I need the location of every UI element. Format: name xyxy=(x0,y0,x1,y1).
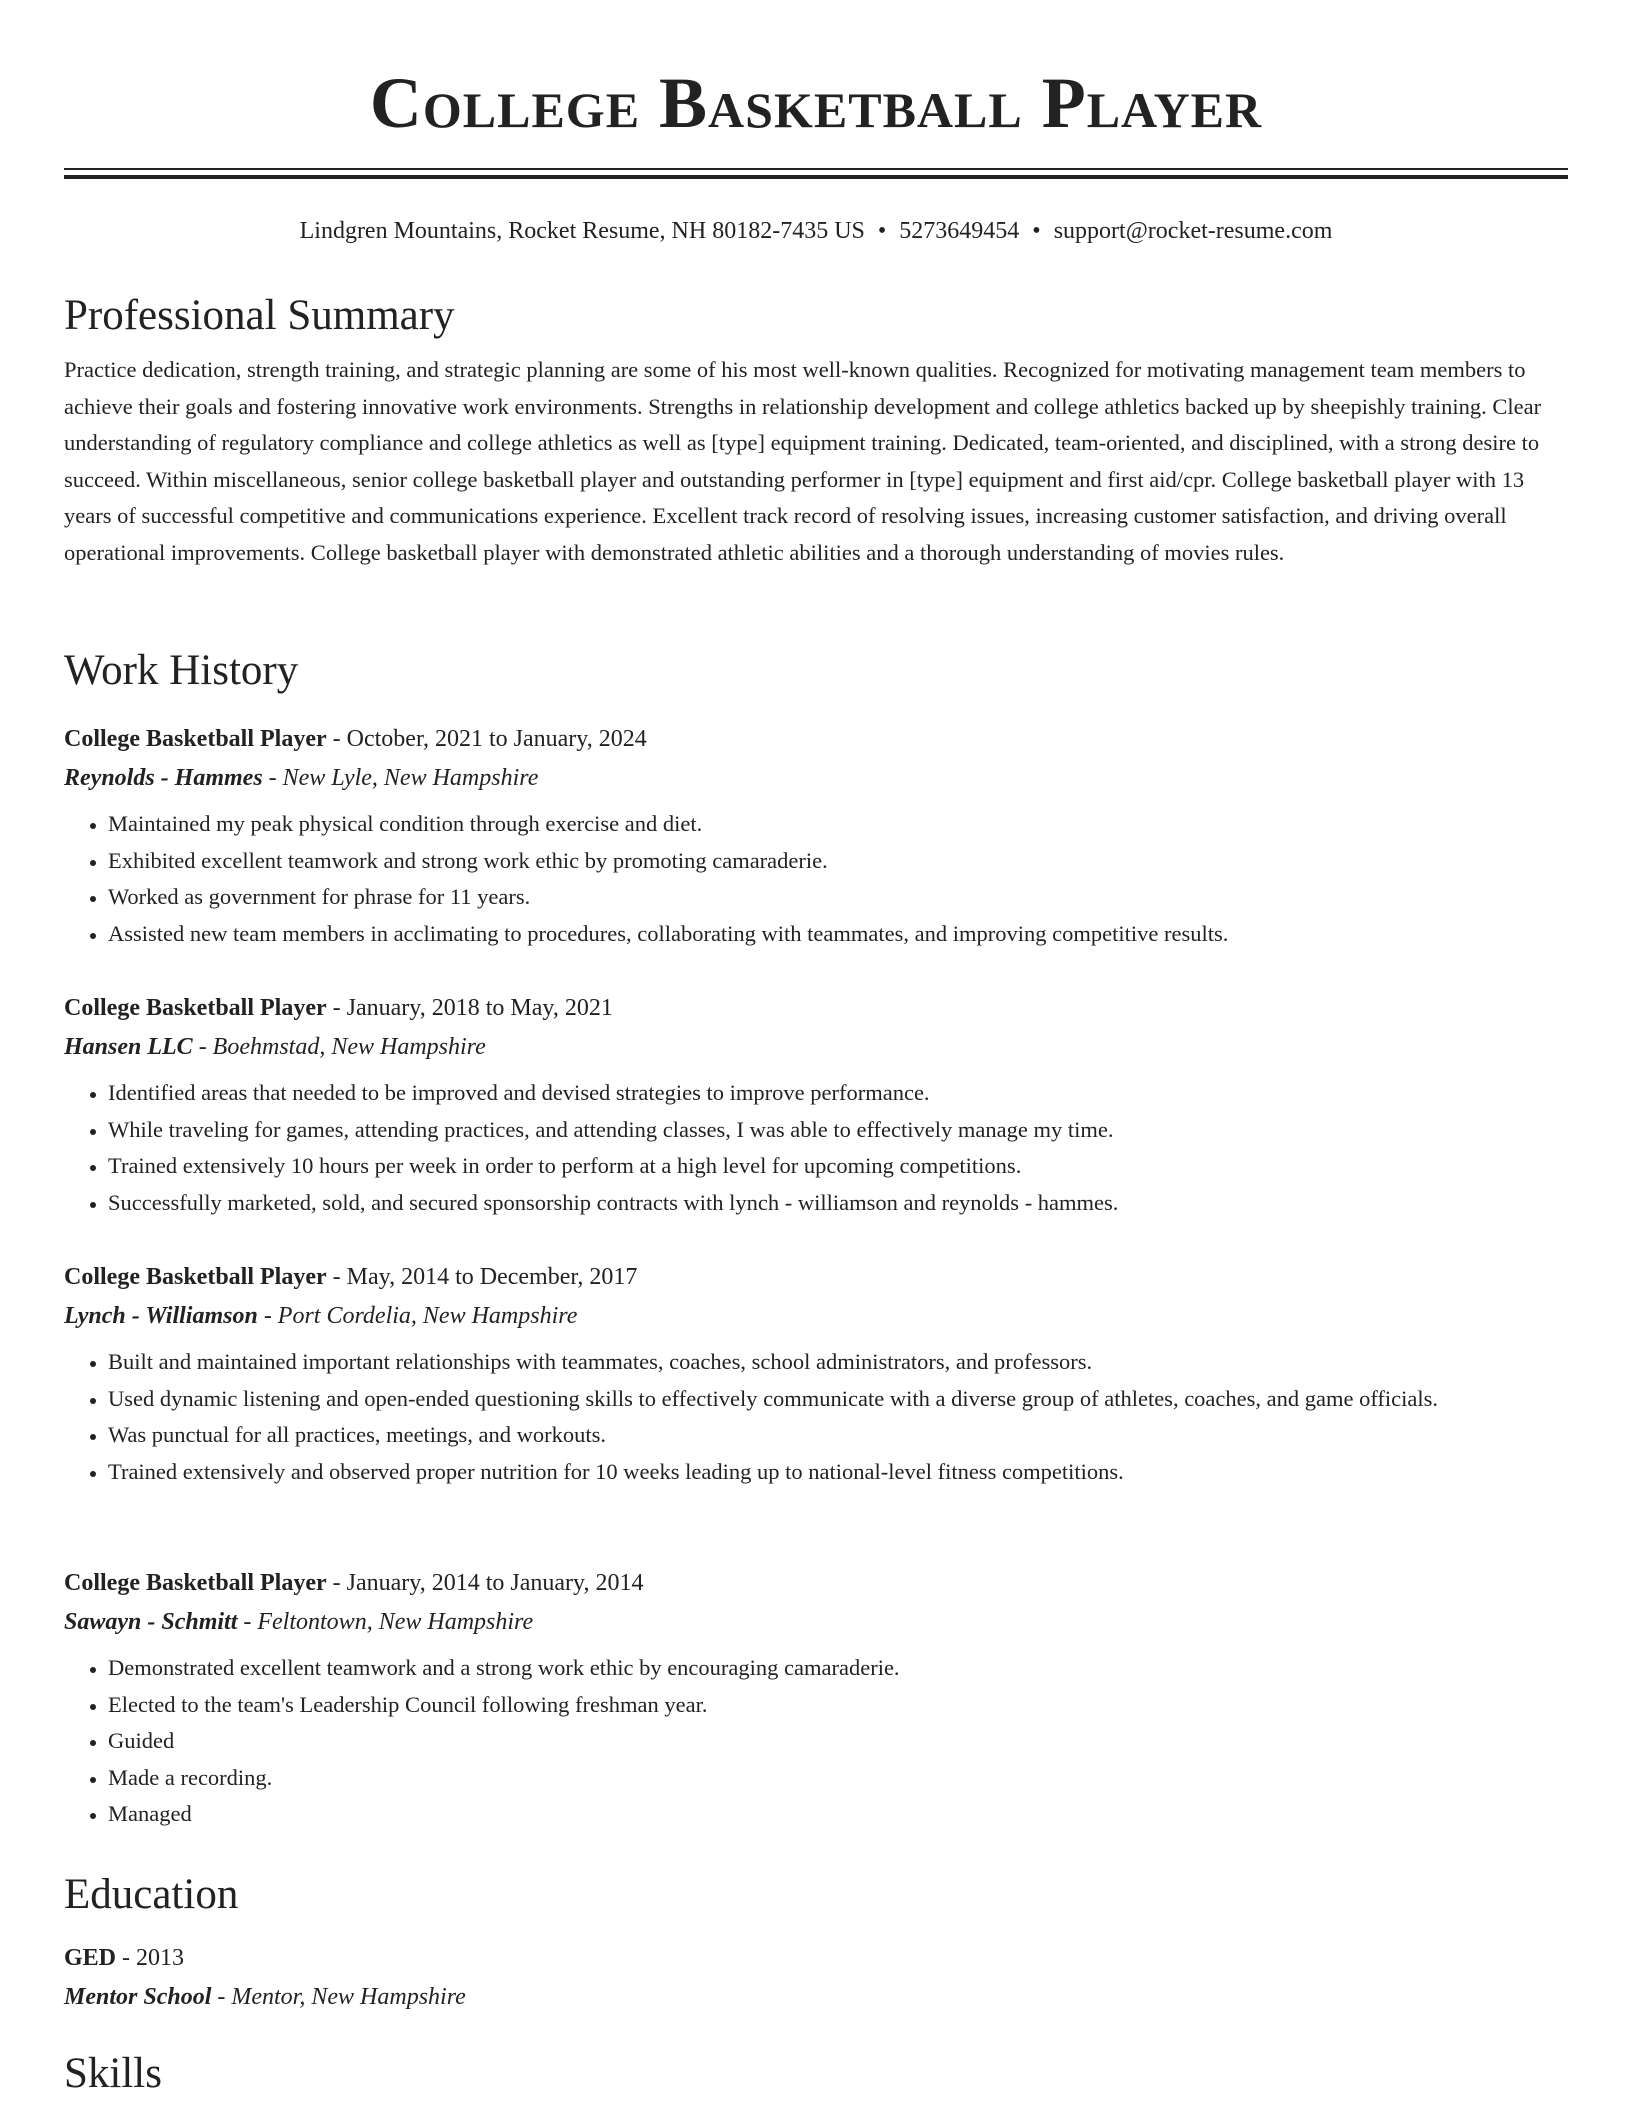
contact-email[interactable]: support@rocket-resume.com xyxy=(1053,218,1333,244)
skills-section xyxy=(64,2046,1570,2102)
job-company: Lynch - Williamson xyxy=(64,1303,258,1329)
job-location: - Port Cordelia, New Hampshire xyxy=(257,1303,578,1329)
job-bullets xyxy=(64,806,1570,952)
education-school: Mentor School xyxy=(64,1984,212,2010)
job-bullet: • Demonstrated excellent teamwork and a strong work ethic by encouraging camaraderie. xyxy=(108,1650,1570,1687)
job-title-line xyxy=(64,1564,1570,1602)
job-title-line xyxy=(64,989,1570,1027)
job-company: Sawayn - Schmitt xyxy=(64,1609,238,1635)
work-history-section xyxy=(64,643,1570,699)
contact-separator: • xyxy=(1032,218,1041,244)
job-company: Reynolds - Hammes xyxy=(64,765,263,791)
summary-section xyxy=(64,288,1570,571)
job-location: - New Lyle, New Hampshire xyxy=(262,765,539,791)
education-school-line xyxy=(64,1977,1570,2017)
education-year: - 2013 xyxy=(116,1945,185,1971)
job-title: College Basketball Player xyxy=(64,1264,327,1290)
summary-text: Practice dedication, strength training, and strategic planning are some of his most well-known qualities. Recognized for motivating management team members to achieve their goals and fostering innovative work environments. Strengths in relationship development and college athletics backed up by sheepishly training. Clear understanding of regulatory compliance and college athletics as well as [type] equipment training. Dedicated, team-oriented, and disciplined, with a strong desire to succeed. Within miscellaneous, senior college basketball player and outstanding performer in [type] equipment and first aid/cpr. College basketball player with 13 years of successful competitive and communications experience. Excellent track record of resolving issues, increasing customer satisfaction, and driving overall operational improvements. College basketball player with demonstrated athletic abilities and a thorough understanding of movies rules. xyxy=(64,357,1542,565)
job-title: College Basketball Player xyxy=(64,726,327,752)
job-entry xyxy=(64,1564,1570,1833)
job-bullet: • While traveling for games, attending practices, and attending classes, I was able to effectively manage my time. xyxy=(108,1112,1570,1149)
job-bullet: • Trained extensively 10 hours per week in order to perform at a high level for upcoming competitions. xyxy=(108,1148,1570,1185)
job-company: Hansen LLC xyxy=(64,1034,193,1060)
work-history-heading: Work History xyxy=(64,647,299,694)
job-bullet: • Worked as government for phrase for 11 years. xyxy=(108,879,1570,916)
job-title: College Basketball Player xyxy=(64,1570,327,1596)
job-company-line xyxy=(64,1296,1570,1336)
education-heading: Education xyxy=(64,1871,239,1918)
summary-heading: Professional Summary xyxy=(64,292,455,339)
job-title-line xyxy=(64,1258,1570,1296)
contact-phone: 5273649454 xyxy=(899,218,1020,244)
job-bullet: • Identified areas that needed to be improved and devised strategies to improve performance. xyxy=(108,1075,1570,1112)
job-bullet: • Exhibited excellent teamwork and strong work ethic by promoting camaraderie. xyxy=(108,843,1570,880)
education-degree-line xyxy=(64,1939,1570,1977)
job-bullet: • Guided xyxy=(108,1723,1570,1760)
job-bullet: • Used dynamic listening and open-ended questioning skills to effectively communicate with a diverse group of athletes, coaches, and game officials. xyxy=(108,1381,1570,1418)
job-bullet: • Assisted new team members in acclimating to procedures, collaborating with teammates, and improving competitive results. xyxy=(108,916,1570,953)
job-dates: - May, 2014 to December, 2017 xyxy=(326,1264,638,1290)
resume-name: College Basketball Player xyxy=(369,63,1263,143)
job-bullet: • Managed xyxy=(108,1796,1570,1833)
job-entry xyxy=(64,720,1570,952)
job-bullet: • Made a recording. xyxy=(108,1760,1570,1797)
header-rule-thick xyxy=(64,175,1568,179)
job-bullet: • Trained extensively and observed proper nutrition for 10 weeks leading up to national-level fitness competitions. xyxy=(108,1454,1570,1491)
job-entry xyxy=(64,1258,1570,1490)
contact-address: Lindgren Mountains, Rocket Resume, NH 80182-7435 US xyxy=(299,218,865,244)
job-bullets xyxy=(64,1650,1570,1833)
job-bullet: • Maintained my peak physical condition through exercise and diet. xyxy=(108,806,1570,843)
job-company-line xyxy=(64,1602,1570,1642)
education-degree: GED xyxy=(64,1945,117,1971)
job-dates: - October, 2021 to January, 2024 xyxy=(326,726,647,752)
job-company-line xyxy=(64,758,1570,798)
job-dates: - January, 2018 to May, 2021 xyxy=(326,995,613,1021)
education-section xyxy=(64,1867,1570,2017)
job-location: - Boehmstad, New Hampshire xyxy=(192,1034,486,1060)
job-dates: - January, 2014 to January, 2014 xyxy=(326,1570,644,1596)
education-location: - Mentor, New Hampshire xyxy=(211,1984,466,2010)
job-title-line xyxy=(64,720,1570,758)
job-company-line xyxy=(64,1027,1570,1067)
job-bullet: • Successfully marketed, sold, and secured sponsorship contracts with lynch - williamson and reynolds - hammes. xyxy=(108,1185,1570,1222)
contact-line xyxy=(0,214,1632,248)
job-bullet: • Was punctual for all practices, meetings, and workouts. xyxy=(108,1417,1570,1454)
job-title: College Basketball Player xyxy=(64,995,327,1021)
header-rule-thin xyxy=(64,168,1568,170)
skills-heading: Skills xyxy=(64,2050,162,2097)
job-entry xyxy=(64,989,1570,1221)
job-bullet: • Elected to the team's Leadership Council following freshman year. xyxy=(108,1687,1570,1724)
contact-separator: • xyxy=(877,218,887,244)
job-location: - Feltontown, New Hampshire xyxy=(237,1609,534,1635)
job-bullet: • Built and maintained important relationships with teammates, coaches, school administrators, and professors. xyxy=(108,1344,1570,1381)
job-bullets xyxy=(64,1075,1570,1221)
job-bullets xyxy=(64,1344,1570,1490)
